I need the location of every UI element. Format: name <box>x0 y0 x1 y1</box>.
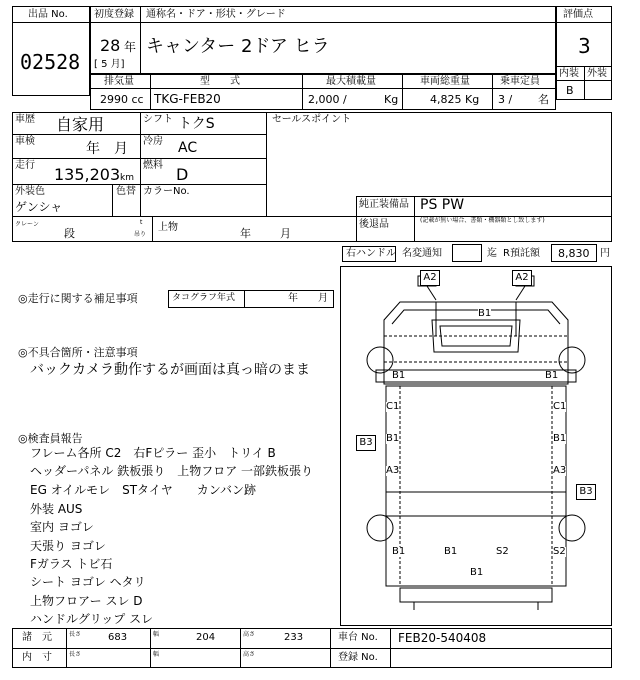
equipment-label: 純正装備品 <box>359 199 409 210</box>
interior-grade: B <box>566 84 574 97</box>
inspection-year: 年 <box>86 141 100 157</box>
damage-mark: B1 <box>392 370 406 381</box>
crane-lift-label: 吊り <box>134 231 147 238</box>
report-line: 外装 AUS <box>30 502 83 516</box>
damage-mark: B1 <box>386 433 400 444</box>
capacity-unit: Kg <box>384 93 399 106</box>
damage-mark: S2 <box>496 546 509 557</box>
r-mileage-label: R預託額 <box>503 248 540 259</box>
first-reg-label: 初度登録 <box>94 9 134 20</box>
report-line: シート ヨゴレ ヘタリ <box>30 575 146 589</box>
inner-label: 内 寸 <box>22 652 52 663</box>
mileage-unit: km <box>120 173 134 183</box>
reg-year-unit: 年 <box>124 40 137 54</box>
name-label: 通称名・ドア・形状・グレード <box>146 9 286 20</box>
color: ゲンシャ <box>15 200 63 214</box>
damage-mark: A3 <box>386 465 400 476</box>
height-label: 高さ <box>243 631 256 638</box>
crane-ton-label: t <box>140 219 143 226</box>
sales-points-label: セールスポイント <box>272 114 352 125</box>
height: 233 <box>284 632 304 643</box>
damage-mark: B3 <box>576 484 596 500</box>
exterior-label: 外装 <box>587 68 607 79</box>
fuel-label: 燃料 <box>143 160 163 171</box>
history: 自家用 <box>56 115 105 134</box>
history-label: 車歴 <box>15 114 35 125</box>
report-line: ハンドルグリップ スレ <box>30 612 154 626</box>
damage-mark: B1 <box>444 546 458 557</box>
crane-label: クレーン <box>15 221 39 228</box>
passengers: 3 / <box>498 93 513 106</box>
driving-label: ◎走行に関する補足事項 <box>18 292 138 305</box>
model: TKG-FEB20 <box>154 92 221 106</box>
inspection-label: 車検 <box>15 136 35 147</box>
loading-label: 上物 <box>158 222 178 233</box>
damage-mark: C1 <box>386 401 400 412</box>
damage-mark: B1 <box>553 433 567 444</box>
loading-year: 年 <box>240 227 251 240</box>
passengers-label: 乗車定員 <box>500 76 540 87</box>
width-label: 幅 <box>153 631 160 638</box>
color-no-label-2: カラーNo. <box>143 186 190 197</box>
aftermarket-label: 後退品 <box>359 219 389 230</box>
crane-stage: 段 <box>64 227 75 240</box>
color-no-label: 色替 <box>116 186 136 197</box>
name-change-label: 名変通知 <box>402 248 442 259</box>
shift: トクS <box>178 116 215 132</box>
reg-year: 28 <box>100 36 121 55</box>
damage-mark: A2 <box>420 270 440 286</box>
capacity-label: 最大積載量 <box>326 76 376 87</box>
model-label: 型 式 <box>200 76 240 87</box>
width: 204 <box>196 632 216 643</box>
damage-mark: B1 <box>392 546 406 557</box>
displacement: 2990 cc <box>100 93 144 106</box>
mileage: 135,203 <box>54 165 121 184</box>
steering: 右ハンドル <box>346 248 396 259</box>
mileage-remark: 迄 <box>487 248 497 259</box>
damage-mark: B3 <box>356 435 376 451</box>
report-line: Fガラス トビ石 <box>30 557 113 571</box>
specs-label: 諸 元 <box>22 632 52 643</box>
report-line: 室内 ヨゴレ <box>30 520 94 534</box>
r-mileage-value: 8,830 <box>558 247 590 260</box>
score-label: 評価点 <box>563 9 593 20</box>
capacity: 2,000 / <box>308 93 347 106</box>
aftermarket-note: (記載が無い場合、書類・機器類とし致します) <box>420 217 545 224</box>
inner-height-label: 高さ <box>243 651 256 658</box>
score: 3 <box>578 34 591 58</box>
report-line: 上物フロアー スレ D <box>30 594 143 608</box>
car-name: キャンター 2ドア ヒラ <box>146 36 330 57</box>
shift-label: シフト <box>143 114 173 125</box>
reg-month: [ 5 月] <box>94 59 125 70</box>
damage-mark: S2 <box>553 546 566 557</box>
lot-number-label: 出品 No. <box>28 9 68 20</box>
displacement-label: 排気量 <box>104 76 134 87</box>
gross-weight-label: 車両総重量 <box>420 76 470 87</box>
report-line: 天張り ヨゴレ <box>30 539 106 553</box>
defects: バックカメラ動作するが画面は真っ暗のまま <box>30 362 310 378</box>
damage-mark: A3 <box>553 465 567 476</box>
damage-mark: C1 <box>553 401 567 412</box>
tacho-label: タコグラフ年式 <box>172 293 236 303</box>
color-label: 外装色 <box>15 186 45 197</box>
r-mileage-unit: 円 <box>600 248 610 259</box>
report-line: EG オイルモレ STタイヤ カンバン跡 <box>30 483 256 497</box>
length-label: 長さ <box>69 631 82 638</box>
inspection-month: 月 <box>114 141 128 157</box>
damage-mark: B1 <box>470 567 484 578</box>
equipment: PS PW <box>420 197 465 213</box>
ac: AC <box>178 140 198 156</box>
gross-weight: 4,825 Kg <box>430 93 480 106</box>
report-line: フレーム各所 C2 右Fピラー 歪小 トリイ B <box>30 446 276 460</box>
report-line: ヘッダーパネル 鉄板張り 上物フロア 一部鉄板張り <box>30 464 314 478</box>
loading-month: 月 <box>280 227 291 240</box>
inner-width-label: 幅 <box>153 651 160 658</box>
length: 683 <box>108 632 128 643</box>
fuel: D <box>176 165 189 184</box>
lot-number: 02528 <box>20 50 81 74</box>
chassis: FEB20-540408 <box>398 631 487 645</box>
passengers-unit: 名 <box>538 93 549 106</box>
reg-label: 登録 No. <box>338 652 378 663</box>
ac-label: 冷房 <box>143 136 163 147</box>
tacho-month: 月 <box>318 293 328 304</box>
chassis-label: 車台 No. <box>338 632 378 643</box>
name-change-box <box>452 244 482 262</box>
tacho-year: 年 <box>288 293 298 304</box>
mileage-label: 走行 <box>15 160 35 171</box>
interior-label: 内装 <box>559 68 579 79</box>
defects-label: ◎不具合箇所・注意事項 <box>18 346 138 359</box>
inspector-label: ◎検査員報告 <box>18 432 83 445</box>
damage-mark: A2 <box>512 270 532 286</box>
inner-length-label: 長さ <box>69 651 82 658</box>
damage-mark: B1 <box>478 308 492 319</box>
damage-mark: B1 <box>545 370 559 381</box>
